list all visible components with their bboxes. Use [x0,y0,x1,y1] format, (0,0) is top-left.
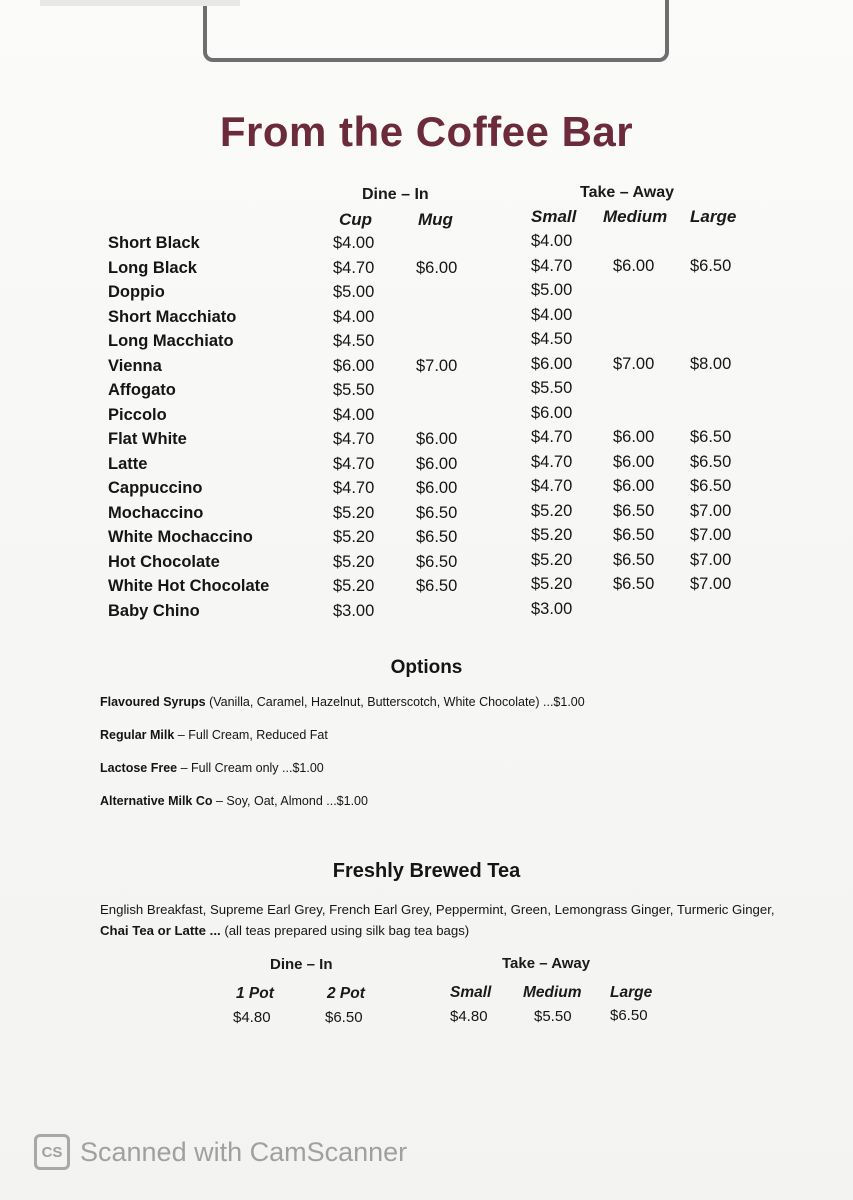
coffee-price-medium: $6.50 [613,575,655,593]
coffee-dine-in-header: Dine – In [362,186,429,203]
coffee-item-name: Latte [108,454,148,473]
coffee-price-small: $5.20 [531,526,573,544]
tea-col-large: Large [610,984,653,1001]
coffee-price-medium: $6.00 [613,477,655,495]
coffee-item-name: Short Macchiato [108,307,237,326]
coffee-price-large: $8.00 [690,354,732,373]
coffee-price-cup: $4.70 [333,258,375,277]
option-line [100,728,328,742]
tea-price-1-pot: $4.80 [233,1009,271,1026]
tea-list [100,899,780,941]
tea-col-1-pot: 1 Pot [236,985,274,1002]
coffee-price-cup: $5.50 [333,381,375,399]
coffee-col-mug: Mug [418,210,453,229]
coffee-item-name: Long Black [108,258,197,277]
options-title: Options [390,657,463,678]
coffee-price-mug: $6.00 [416,454,458,473]
coffee-price-large: $7.00 [690,526,732,544]
coffee-price-cup: $4.00 [333,405,375,424]
option-detail: – Soy, Oat, Almond ...$1.00 [212,794,368,808]
tea-col-2-pot: 2 Pot [327,985,365,1002]
coffee-price-cup: $4.70 [333,479,375,497]
tea-price-medium: $5.50 [534,1008,572,1025]
tea-price-large: $6.50 [610,1007,648,1024]
coffee-price-large: $6.50 [690,256,732,275]
coffee-price-medium: $6.00 [613,256,655,275]
tea-list-bold: Chai Tea or Latte ... [100,923,221,938]
tea-take-away-header: Take – Away [502,955,591,972]
coffee-item-name: Mochaccino [108,503,204,522]
coffee-col-cup: Cup [339,210,373,229]
coffee-price-medium: $6.50 [613,550,655,569]
coffee-item-name: Affogato [108,381,176,399]
coffee-price-cup: $4.70 [333,454,375,473]
coffee-price-small: $4.70 [531,428,573,446]
option-detail: – Full Cream, Reduced Fat [174,728,328,742]
coffee-price-mug: $6.00 [416,258,458,277]
coffee-price-cup: $5.20 [333,577,375,595]
coffee-price-cup: $5.20 [333,503,375,522]
coffee-take-away-header: Take – Away [580,184,674,201]
coffee-item-name: Vienna [108,356,162,375]
coffee-item-name: Flat White [108,430,187,448]
tea-col-small: Small [450,984,492,1001]
tea-price-2-pot: $6.50 [325,1009,363,1026]
coffee-price-cup: $4.00 [333,307,375,326]
coffee-price-medium: $7.00 [613,354,655,373]
coffee-price-small: $3.00 [531,599,573,618]
coffee-price-large: $7.00 [690,501,732,520]
coffee-price-small: $4.70 [531,256,573,275]
coffee-price-small: $5.20 [531,575,573,593]
option-name: Regular Milk [100,728,175,742]
coffee-price-medium: $6.00 [613,452,655,471]
coffee-price-small: $6.00 [531,403,573,422]
option-name: Lactose Free [100,761,178,775]
coffee-item-name: Piccolo [108,405,167,424]
coffee-price-mug: $6.50 [416,503,458,522]
coffee-price-large: $6.50 [690,428,732,446]
coffee-price-mug: $6.50 [416,528,458,546]
coffee-price-mug: $6.00 [416,479,458,497]
coffee-item-name: Cappuccino [108,479,203,497]
coffee-price-small: $5.00 [531,281,573,299]
coffee-item-name: Short Black [108,234,200,252]
coffee-price-small: $4.70 [531,477,573,495]
option-detail: (Vanilla, Caramel, Hazelnut, Butterscotch, White Chocolate) ...$1.00 [205,695,585,709]
coffee-item-name: Hot Chocolate [108,552,220,571]
watermark-text: Scanned with CamScanner [80,1136,408,1167]
coffee-item-name: Baby Chino [108,601,200,620]
coffee-price-cup: $5.20 [333,552,375,571]
tea-dine-in-header: Dine – In [270,956,333,973]
option-name: Flavoured Syrups [100,695,206,709]
coffee-price-cup: $4.50 [333,332,375,350]
option-line [100,761,324,775]
coffee-price-cup: $4.00 [333,234,375,252]
coffee-price-medium: $6.50 [613,526,655,544]
coffee-price-mug: $6.50 [416,552,458,571]
coffee-col-small: Small [531,207,577,226]
coffee-price-cup: $3.00 [333,601,375,620]
paper-tab [40,0,240,6]
coffee-price-small: $4.70 [531,452,573,471]
option-detail: – Full Cream only ...$1.00 [177,761,324,775]
coffee-price-small: $5.20 [531,550,573,569]
coffee-price-mug: $7.00 [416,356,458,375]
camscanner-logo-icon: CS [34,1134,70,1170]
coffee-price-large: $7.00 [690,550,732,569]
tea-price-small: $4.80 [450,1008,488,1025]
coffee-item-name: Long Macchiato [108,332,234,350]
coffee-price-mug: $6.00 [416,430,458,448]
coffee-col-medium: Medium [603,207,668,226]
coffee-price-cup: $5.00 [333,283,375,301]
option-line [100,794,368,808]
clipboard-clip [203,0,669,62]
option-name: Alternative Milk Co [100,794,213,808]
coffee-price-small: $4.50 [531,330,573,348]
coffee-item-name: White Hot Chocolate [108,577,270,595]
coffee-price-mug: $6.50 [416,577,458,595]
tea-title: Freshly Brewed Tea [332,860,521,882]
option-line [100,695,585,709]
coffee-price-cup: $5.20 [333,528,375,546]
coffee-price-cup: $4.70 [333,430,375,448]
coffee-price-cup: $6.00 [333,356,375,375]
coffee-price-large: $6.50 [690,477,732,495]
tea-list-part2: (all teas prepared using silk bag tea bags) [220,923,470,938]
coffee-price-medium: $6.50 [613,501,655,520]
coffee-price-medium: $6.00 [613,428,655,446]
menu-title: From the Coffee Bar [219,108,634,155]
coffee-item-name: Doppio [108,283,165,301]
coffee-price-small: $6.00 [531,354,573,373]
camscanner-watermark [34,1132,407,1172]
coffee-col-large: Large [690,207,737,226]
coffee-price-small: $4.00 [531,232,573,250]
coffee-price-small: $5.50 [531,379,573,397]
coffee-price-small: $5.20 [531,501,573,520]
tea-list-part1: English Breakfast, Supreme Earl Grey, French Earl Grey, Peppermint, Green, Lemongrass Ginger, Turmeric Ginger, [100,902,775,917]
coffee-item-name: White Mochaccino [108,528,253,546]
coffee-price-large: $7.00 [690,575,732,593]
coffee-price-large: $6.50 [690,452,732,471]
coffee-price-small: $4.00 [531,305,573,324]
tea-col-medium: Medium [523,984,582,1001]
